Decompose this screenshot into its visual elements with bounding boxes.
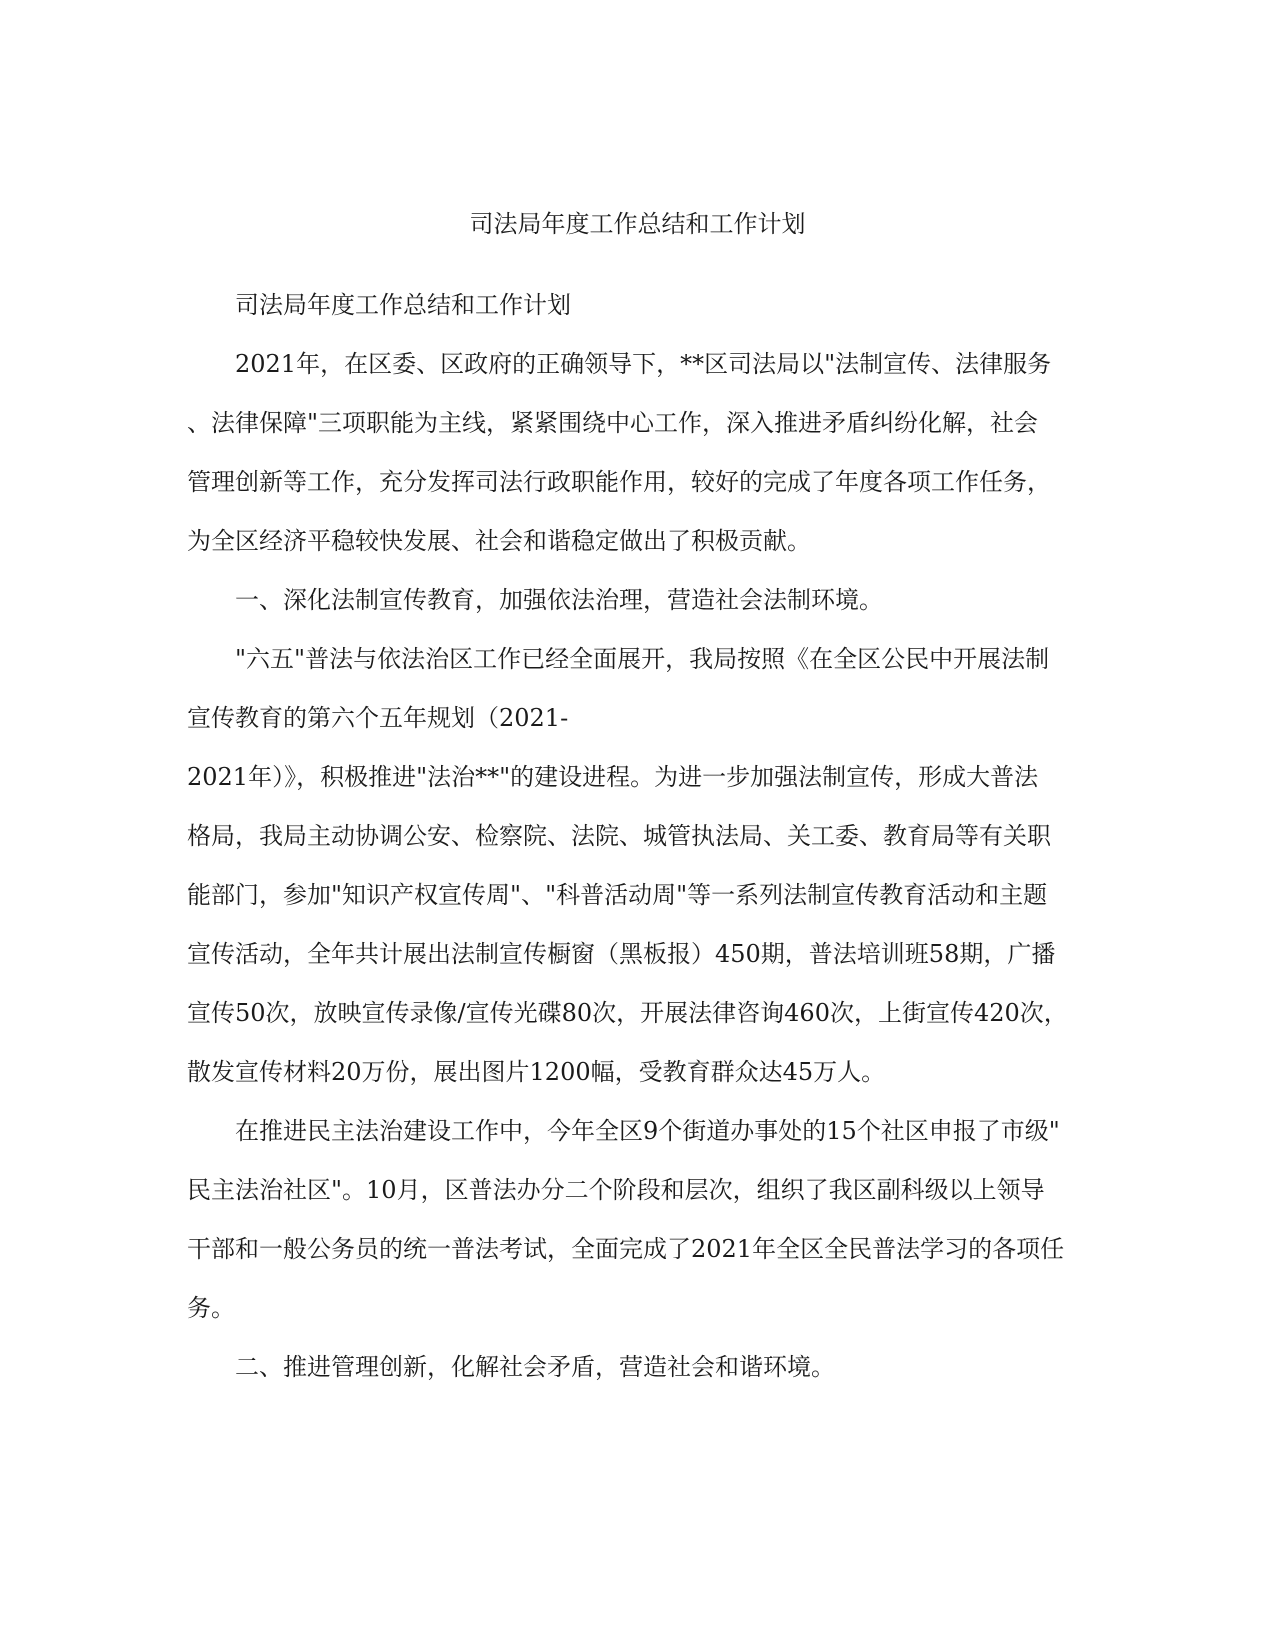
- text-line: 能部门，参加"知识产权宣传周"、"科普活动周"等一系列法制宣传教育活动和主题: [187, 881, 1048, 909]
- text-line: 为全区经济平稳较快发展、社会和谐稳定做出了积极贡献。: [187, 527, 811, 555]
- text-line: 一、深化法制宣传教育，加强依法治理，营造社会法制环境。: [235, 586, 883, 614]
- text-line: 、法律保障"三项职能为主线，紧紧围绕中心工作，深入推进矛盾纠纷化解，社会: [187, 409, 1039, 437]
- text-line: 民主法治社区"。10月，区普法办分二个阶段和层次，组织了我区副科级以上领导: [187, 1176, 1045, 1204]
- text-line: 宣传50次，放映宣传录像/宣传光碟80次，开展法律咨询460次，上街宣传420次，: [187, 999, 1068, 1027]
- paragraph-democracy: [187, 1102, 1087, 1338]
- paragraph-intro: [187, 335, 1087, 571]
- text-line: 二、推进管理创新，化解社会矛盾，营造社会和谐环境。: [235, 1353, 835, 1381]
- document-body: [187, 276, 1087, 1397]
- paragraph-publicity: [187, 630, 1087, 1102]
- document-title: 司法局年度工作总结和工作计划: [469, 210, 806, 238]
- paragraph-subtitle: [187, 276, 1087, 335]
- text-line: 司法局年度工作总结和工作计划: [235, 291, 571, 319]
- text-line: 干部和一般公务员的统一普法考试，全面完成了2021年全区全民普法学习的各项任: [187, 1235, 1065, 1263]
- text-line: 务。: [187, 1294, 235, 1322]
- section-heading-2: [187, 1338, 1087, 1397]
- text-line: 管理创新等工作，充分发挥司法行政职能作用，较好的完成了年度各项工作任务，: [187, 468, 1051, 496]
- text-line: 2021年）》，积极推进"法治**"的建设进程。为进一步加强法制宣传，形成大普法: [187, 763, 1039, 791]
- section-heading-1: [187, 571, 1087, 630]
- text-line: 格局，我局主动协调公安、检察院、法院、城管执法局、关工委、教育局等有关职: [187, 822, 1051, 850]
- text-line: 在推进民主法治建设工作中，今年全区9个街道办事处的15个社区申报了市级": [235, 1117, 1060, 1145]
- text-line: 2021年，在区委、区政府的正确领导下，**区司法局以"法制宣传、法律服务: [235, 350, 1052, 378]
- text-line: 宣传活动，全年共计展出法制宣传橱窗（黑板报）450期，普法培训班58期，广播: [187, 940, 1056, 968]
- text-line: 散发宣传材料20万份，展出图片1200幅，受教育群众达45万人。: [187, 1058, 886, 1086]
- text-line: 宣传教育的第六个五年规划（2021-: [187, 704, 569, 732]
- text-line: "六五"普法与依法治区工作已经全面展开，我局按照《在全区公民中开展法制: [235, 645, 1050, 673]
